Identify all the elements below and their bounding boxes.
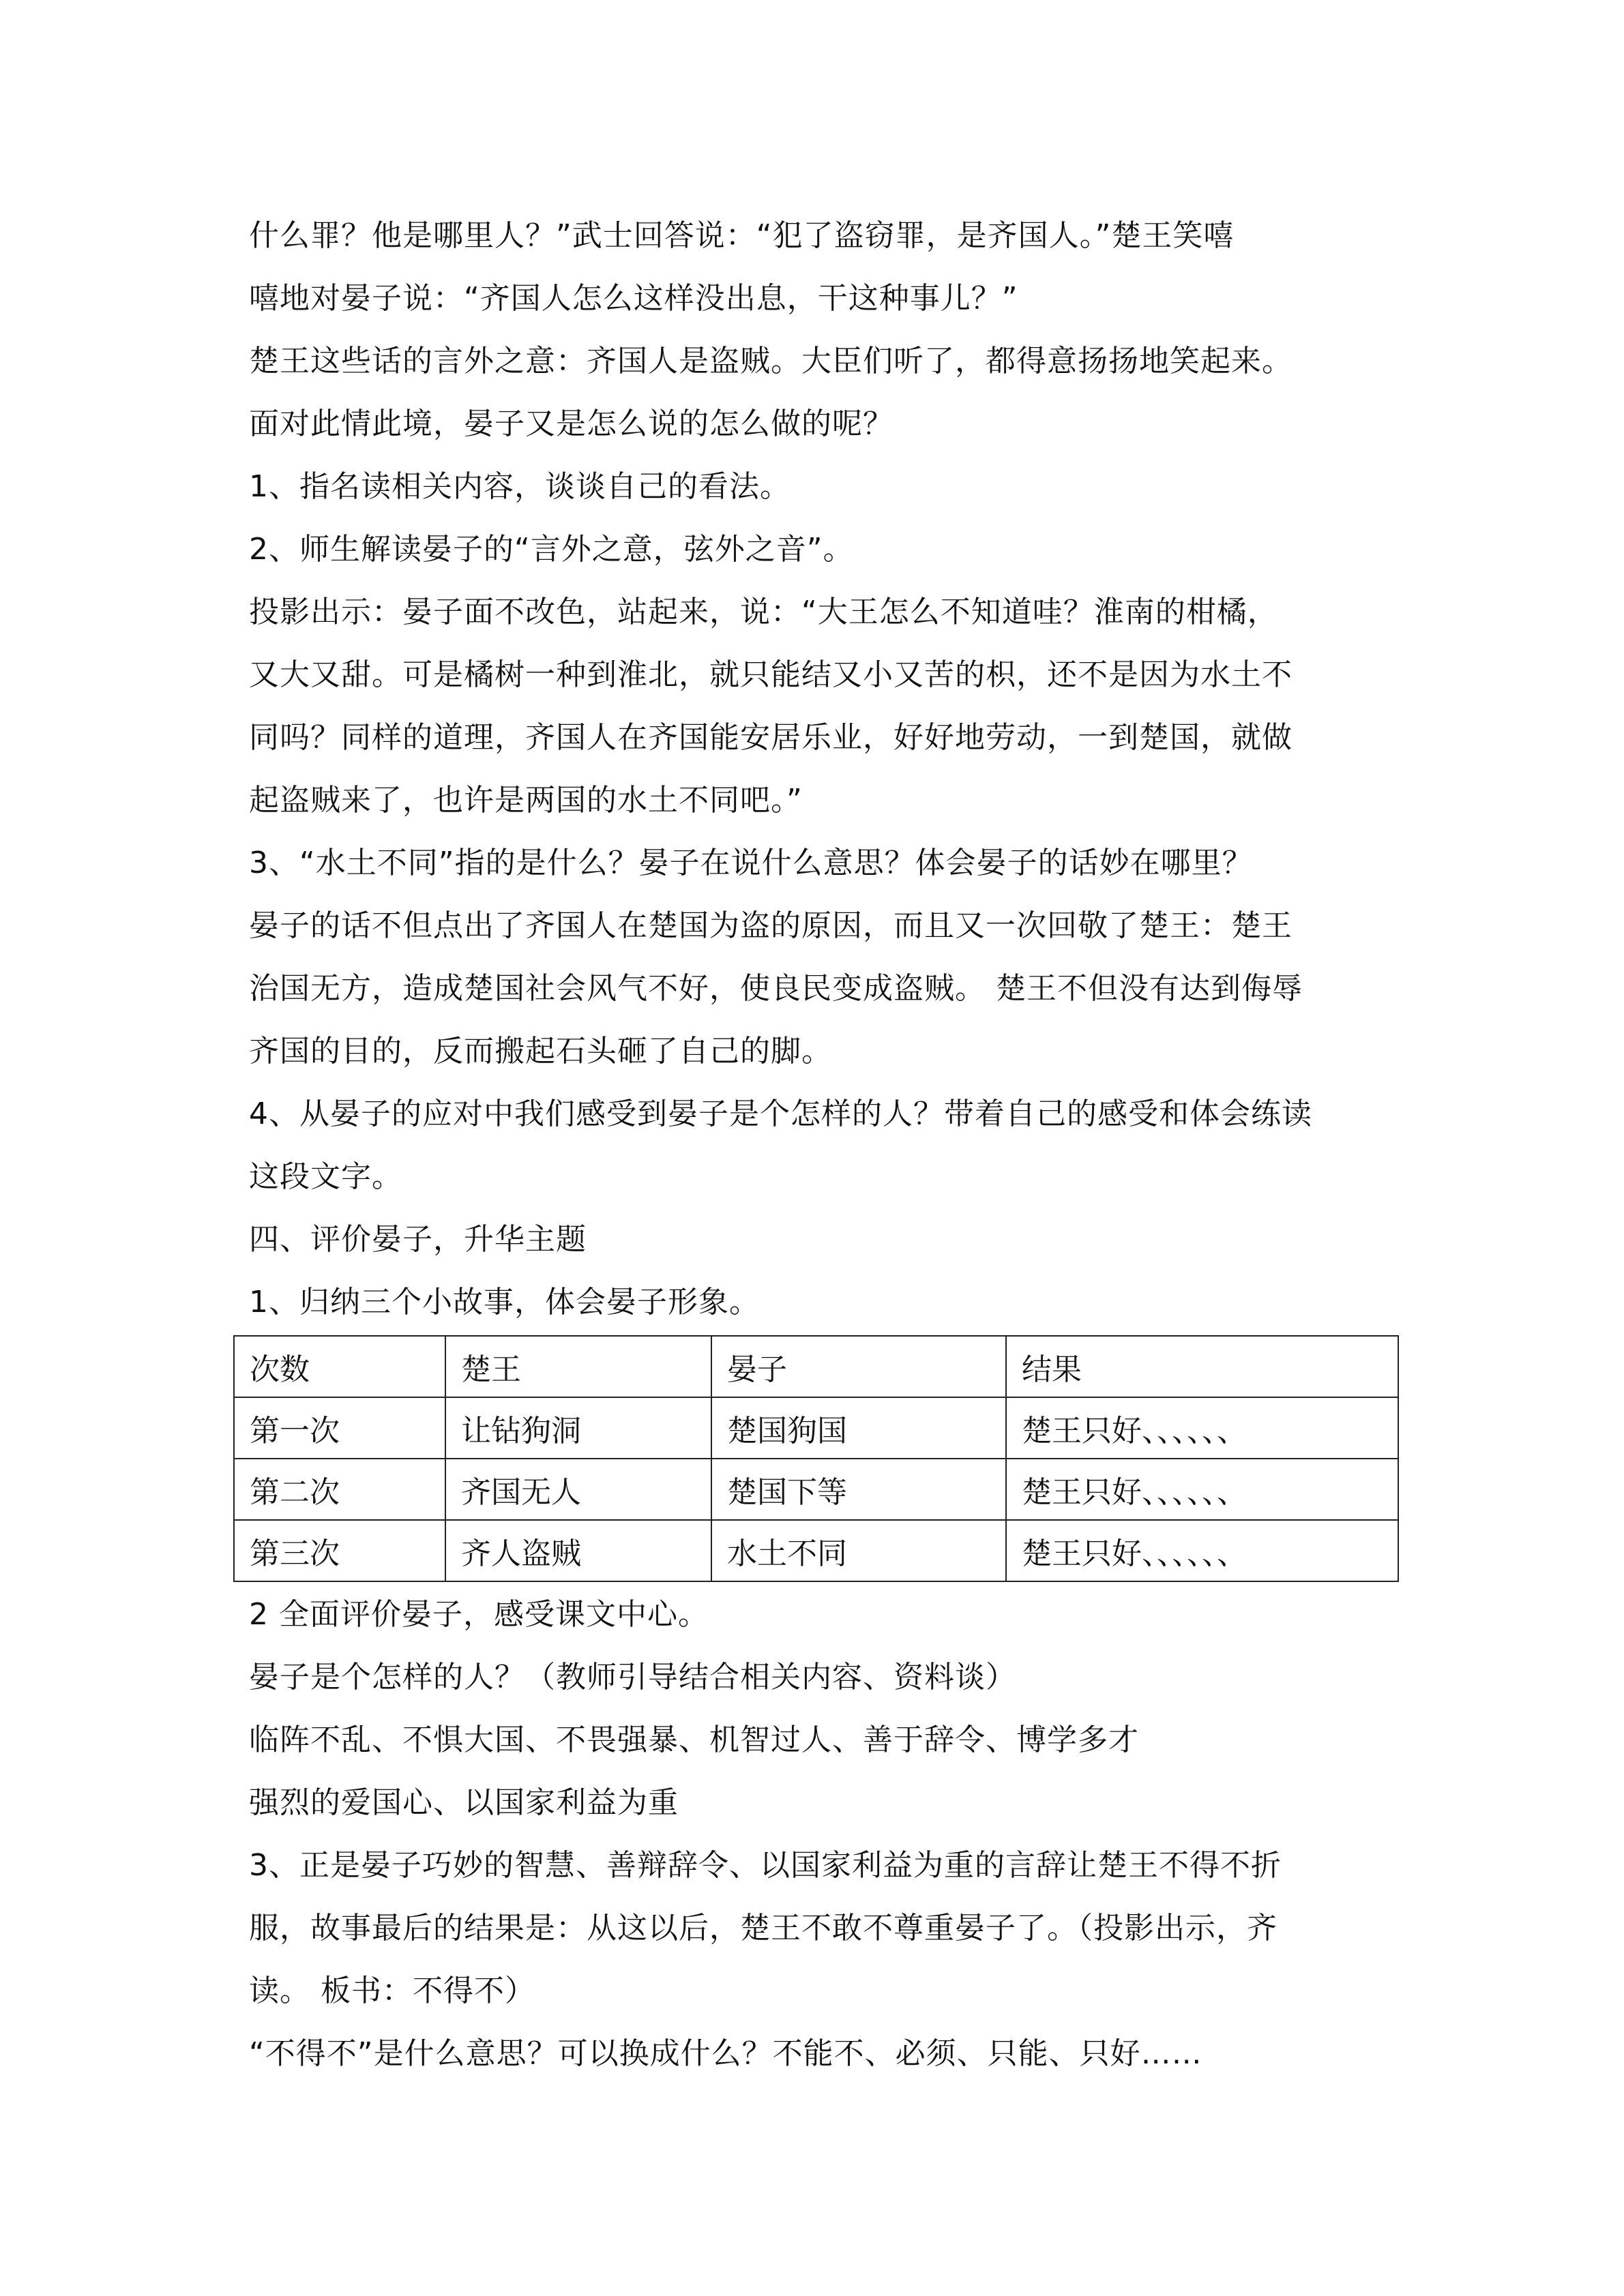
paragraph-line: 嘻地对晏子说：“齐国人怎么这样没出息，干这种事儿？” bbox=[249, 281, 1018, 316]
table-header-cell: 楚王 bbox=[445, 1336, 711, 1397]
table-header-cell: 结果 bbox=[1006, 1336, 1398, 1397]
table-cell: 齐国无人 bbox=[445, 1459, 711, 1520]
paragraph-line: 晏子的话不但点出了齐国人在楚国为盗的原因，而且又一次回敬了楚王：楚王 bbox=[249, 908, 1293, 943]
summary-table bbox=[233, 1335, 1399, 1582]
paragraph-line: 又大又甜。可是橘树一种到淮北，就只能结又小又苦的枳，还不是因为水土不 bbox=[249, 657, 1293, 692]
table-cell: 让钻狗洞 bbox=[445, 1397, 711, 1459]
table-cell: 水土不同 bbox=[711, 1520, 1006, 1581]
paragraph-line: 面对此情此境，晏子又是怎么说的怎么做的呢？ bbox=[249, 406, 894, 441]
table-cell: 楚王只好、、、、、、 bbox=[1006, 1459, 1398, 1520]
table-cell: 楚王只好、、、、、、 bbox=[1006, 1397, 1398, 1459]
table-cell: 楚国下等 bbox=[711, 1459, 1006, 1520]
paragraph-line: 起盗贼来了，也许是两国的水土不同吧。” bbox=[249, 783, 803, 818]
table-cell: 楚国狗国 bbox=[711, 1397, 1006, 1459]
paragraph-line: 齐国的目的，反而搬起石头砸了自己的脚。 bbox=[249, 1034, 832, 1069]
numbered-step: 3、“水土不同”指的是什么？晏子在说什么意思？体会晏子的话妙在哪里？ bbox=[249, 846, 1253, 880]
table-cell: 第三次 bbox=[234, 1520, 445, 1581]
table-row bbox=[234, 1459, 1398, 1520]
paragraph-line: “不得不”是什么意思？可以换成什么？不能不、必须、只能、只好…… bbox=[249, 2036, 1202, 2071]
table-cell: 齐人盗贼 bbox=[445, 1520, 711, 1581]
paragraph-line: 楚王这些话的言外之意：齐国人是盗贼。大臣们听了，都得意扬扬地笑起来。 bbox=[249, 344, 1293, 378]
paragraph-line: 这段文字。 bbox=[249, 1159, 402, 1194]
table-cell: 楚王只好、、、、、、 bbox=[1006, 1520, 1398, 1581]
paragraph-line: 投影出示：晏子面不改色，站起来，说：“大王怎么不知道哇？淮南的柑橘， bbox=[249, 595, 1278, 629]
document-body bbox=[249, 205, 1408, 2085]
table-row bbox=[234, 1520, 1398, 1581]
paragraph-line: 服，故事最后的结果是：从这以后，楚王不敢不尊重晏子了。（投影出示，齐 bbox=[249, 1911, 1278, 1945]
paragraph-line: 临阵不乱、不惧大国、不畏强暴、机智过人、善于辞令、博学多才 bbox=[249, 1723, 1139, 1757]
paragraph-line: 强烈的爱国心、以国家利益为重 bbox=[249, 1785, 679, 1820]
table-cell: 第二次 bbox=[234, 1459, 445, 1520]
numbered-step: 4、从晏子的应对中我们感受到晏子是个怎样的人？带着自己的感受和体会练读 bbox=[249, 1097, 1312, 1131]
section-heading: 四、评价晏子，升华主题 bbox=[249, 1222, 587, 1257]
table-row bbox=[234, 1397, 1398, 1459]
paragraph-line: 什么罪？他是哪里人？”武士回答说：“犯了盗窃罪，是齐国人。”楚王笑嘻 bbox=[249, 218, 1235, 253]
table-header-cell: 晏子 bbox=[711, 1336, 1006, 1397]
paragraph-line: 同吗？同样的道理，齐国人在齐国能安居乐业，好好地劳动，一到楚国，就做 bbox=[249, 720, 1293, 755]
paragraph-line: 晏子是个怎样的人？（教师引导结合相关内容、资料谈） bbox=[249, 1660, 1016, 1695]
numbered-step: 2 全面评价晏子，感受课文中心。 bbox=[249, 1597, 709, 1632]
paragraph-line: 读。 板书：不得不） bbox=[249, 1973, 535, 2008]
numbered-step: 1、归纳三个小故事，体会晏子形象。 bbox=[249, 1285, 760, 1320]
paragraph-line: 治国无方，造成楚国社会风气不好，使良民变成盗贼。 楚王不但没有达到侮辱 bbox=[249, 971, 1303, 1006]
table-cell: 第一次 bbox=[234, 1397, 445, 1459]
numbered-step: 1、指名读相关内容，谈谈自己的看法。 bbox=[249, 469, 791, 504]
table-header-cell: 次数 bbox=[234, 1336, 445, 1397]
numbered-step: 2、师生解读晏子的“言外之意，弦外之音”。 bbox=[249, 532, 854, 567]
numbered-step: 3、正是晏子巧妙的智慧、善辩辞令、以国家利益为重的言辞让楚王不得不折 bbox=[249, 1848, 1282, 1883]
table-header-row bbox=[234, 1336, 1398, 1397]
